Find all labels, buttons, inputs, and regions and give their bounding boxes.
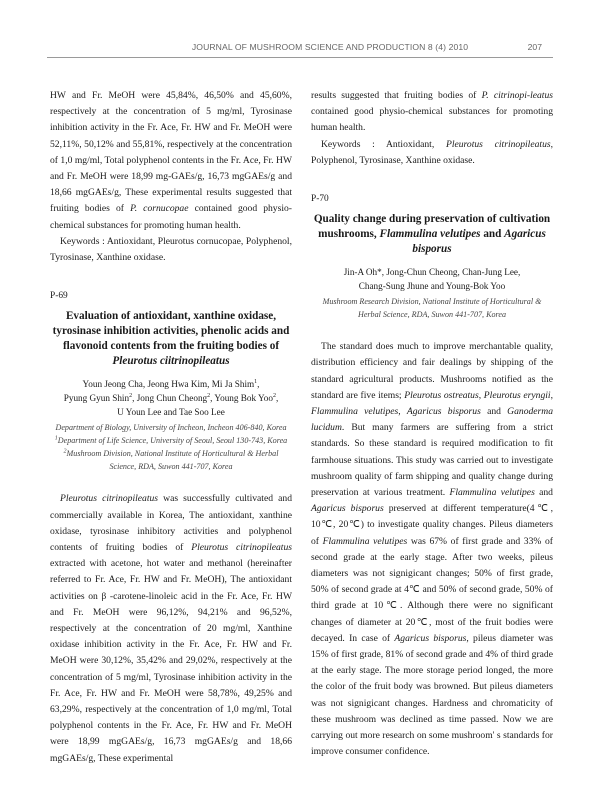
right-column (311, 88, 553, 761)
affiliations (50, 421, 292, 473)
title-text: Quality change during preservation of cultivation mushrooms, (313, 213, 551, 241)
species-name: Pleurotus ostreatus (404, 389, 479, 401)
species-name: P. cornucopae (130, 203, 189, 215)
affil-marker: 2 (129, 393, 133, 400)
body-text: , pileus diameter was 15% of first grade, 81% of second grade and 4% of third grade at the early stage. The more storage period longed, the more the color of the fruit body was browned. But pileus diameters was not signigicant changes. Hardness and chromaticity of these mushroom was declined as time passed. Now we are carrying out more research on some mushroom' s standards for improve consumer confidence. (311, 632, 553, 758)
affiliation (50, 447, 292, 473)
body-text: and (480, 406, 508, 418)
abstract-id: P-69 (50, 291, 68, 302)
authors-line: Jin-A Oh*, Jong-Chun Cheong, Chan-Jung Lee, (343, 267, 521, 278)
header-rule (47, 57, 553, 58)
continuation-text: results suggested that fruiting bodies of (311, 90, 482, 101)
affil-marker: 2 (207, 393, 211, 400)
affil-marker: 1 (254, 379, 258, 386)
body-text: preserved at different temperature(4℃, 10℃, 20℃) to investigate quality changes. Pileus diameters of (311, 503, 553, 547)
abstract-body (50, 491, 292, 766)
species-name: Pleurotus citrinopileatus (191, 542, 292, 554)
abstract-title (311, 212, 553, 257)
continuation-tail: contained good physio-chemical substances for promoting human health. (311, 106, 553, 134)
affiliation (50, 434, 292, 447)
continuation-text: HW and Fr. MeOH were 45,84%, 46,50% and 45,60%, respectively at the concentration of 5 mg/ml, Tyrosinase inhibition activity in the Fr. Ace, Fr. HW and Fr. MeOH were 52,11%, 50,12% and 55,81%, respectively at the concentration of 1,0 mg/ml, Total polyphenol contents in the Fr. Ace, Fr. HW and Fr. MeOH were 18,99 mg-GAEs/g, 16,73 mgGAEs/g and 18,66 mgGAEs/g, These experimental results suggested that fruiting bodies of (50, 90, 292, 215)
title-species: Flammulina velutipes (379, 228, 481, 241)
affil-marker: 2 (63, 448, 67, 455)
abstract-id: P-70 (311, 194, 329, 205)
affil-marker: 1 (54, 435, 58, 442)
authors-line: Pyung Gyun Shin$^2$, Jong Chun Cheong$^2$, Young Bok Yoo$^2$, (63, 393, 279, 404)
authors-text: , Young Bok Yoo (210, 393, 273, 404)
species-name: Agaricus bisporus (394, 632, 467, 644)
body-text: , (398, 406, 407, 418)
body-text: extracted with acetone, hot water and methanol (hereinafter referred to Fr. Ace, Fr. HW and Fr. MeOH), The antioxidant activities on β -carotene-linoleic acid in the Fr. Ace, Fr. HW and Fr. MeOH were 96,12%, 94,21% and 96,52%, respectively at the concentration of 20 mg/ml, Xanthine oxidase inhibition activity in the Fr. Ace, Fr. HW and Fr. MeOH were 30,12%, 35,42% and 29,02%, respectively at the concentration of 5 mg/ml, Tyrosinase inhibition activity in the Fr. Ace, Fr. HW and Fr. MeOH were 58,78%, 49,25% and 63,29%, respectively at the concentration of 1,0 mg/ml, Total polyphenol contents in the Fr. Ace, Fr. HW and Fr. MeOH were 18,99 mgGAEs/g, 16,73 mgGAEs/g and 18,66 mgGAEs/g, These experimental (50, 558, 292, 764)
authors-text: Pyung Gyun Shin (63, 393, 130, 404)
species-name: Ganoderma lucidum (311, 406, 554, 434)
body-text: . But many farmers are suffering from a strict standards. So these standard is required modification to fit farmhouse situations. This study was carried out to investigate mushroom quality of farm shipping and quality change during preservation at various treatment. (311, 422, 553, 499)
author-list (50, 377, 292, 419)
abstract-title (50, 309, 292, 369)
abstract-body (311, 339, 553, 760)
affiliation-text: Department of Life Science, University of Seoul, Seoul 130-743, Korea (57, 436, 288, 446)
running-header: JOURNAL OF MUSHROOM SCIENCE AND PRODUCTION 8 (4) 2010 (191, 42, 469, 52)
authors-text: Youn Jeong Cha, Jeong Hwa Kim, Mi Ja Shim (82, 379, 255, 390)
body-text: , (478, 389, 484, 401)
affiliation-text: Mushroom Division, National Institute of Horticultural & Herbal Science, RDA, Suwon 441-707, Korea (66, 449, 279, 472)
page-number: 207 (527, 42, 542, 52)
title-species: Agaricus bisporus (412, 228, 546, 256)
title-text: and (480, 228, 505, 241)
body-text: was 67% of first grade and 33% of second grade at the early stage. After two weeks, pileus diameters was not signigicant changes; 50% of first grade, 50% of second grade at 4℃ and 50% of second grade, 50% of third grade at 10℃. Although there were no significant changes of diameter at 20℃, most of the fruit bodies were decayed. In case of (311, 535, 554, 644)
body-text: and (534, 487, 553, 499)
species-name: Pleurotus eryngii (483, 389, 551, 401)
species-name: Flammulina velutipes (311, 406, 399, 418)
left-column (50, 88, 292, 767)
authors-line: Chang-Sung Jhune and Young-Bok Yoo (358, 281, 506, 292)
keywords-text: , Polyphenol, Tyrosinase, Xanthine oxidase. (311, 138, 554, 166)
affil-marker: 2 (272, 393, 276, 400)
species-name: Agaricus bisporus (311, 503, 384, 515)
keywords (311, 137, 553, 169)
species-name: P. citrinopi-leatus (481, 90, 554, 101)
continuation-paragraph (311, 88, 553, 137)
body-text: was successfully cultivated and commercially available in Korea, The antioxidant, xanthine oxidase, tyrosinase inhibitory activities and polyphenol contents of fruiting bodies of (50, 493, 292, 554)
authors-text: , Jong Chun Cheong (132, 393, 208, 404)
body-text: The standard does much to improve merchantable quality, distribution efficiency and fair dealings by shipping of the standard agricultural products. Mushrooms notified as the standard are five items; (311, 341, 553, 401)
species-name: Pleurotus citrinopileatus (60, 493, 159, 505)
species-name: Flammulina velutipes (322, 535, 408, 547)
species-name: Agaricus bisporus (406, 406, 481, 418)
affiliation: Mushroom Research Division, National Institute of Horticultural & Herbal Science, RDA, Suwon 441-707, Korea (322, 297, 542, 320)
author-list (311, 265, 553, 293)
affiliation: Department of Biology, University of Incheon, Incheon 406-840, Korea (55, 423, 287, 433)
keywords-text: Keywords : Antioxidant, (321, 138, 446, 150)
title-text: Evaluation of antioxidant, xanthine oxidase, tyrosinase inhibition activities, phenolic acids and flavonoid contents from the fruiting bodies of (52, 310, 290, 353)
title-species: Pleurotus ciitrinopileatus (112, 355, 230, 368)
authors-line: U Youn Lee and Tae Soo Lee (117, 407, 225, 418)
keywords: Keywords : Antioxidant, Pleurotus cornucopae, Polyphenol, Tyrosinase, Xanthine oxidase. (50, 235, 292, 264)
species-name: Flammulina velutipes (449, 487, 535, 499)
continuation-tail: contained good physio-chemical substances for promoting human health. (50, 203, 292, 231)
body-text: , (550, 389, 553, 401)
species-name: Pleurotus citrinopileatus (445, 138, 551, 150)
authors-line: Youn Jeong Cha, Jeong Hwa Kim, Mi Ja Shim$^1$, (82, 379, 260, 390)
continuation-paragraph (50, 88, 292, 234)
